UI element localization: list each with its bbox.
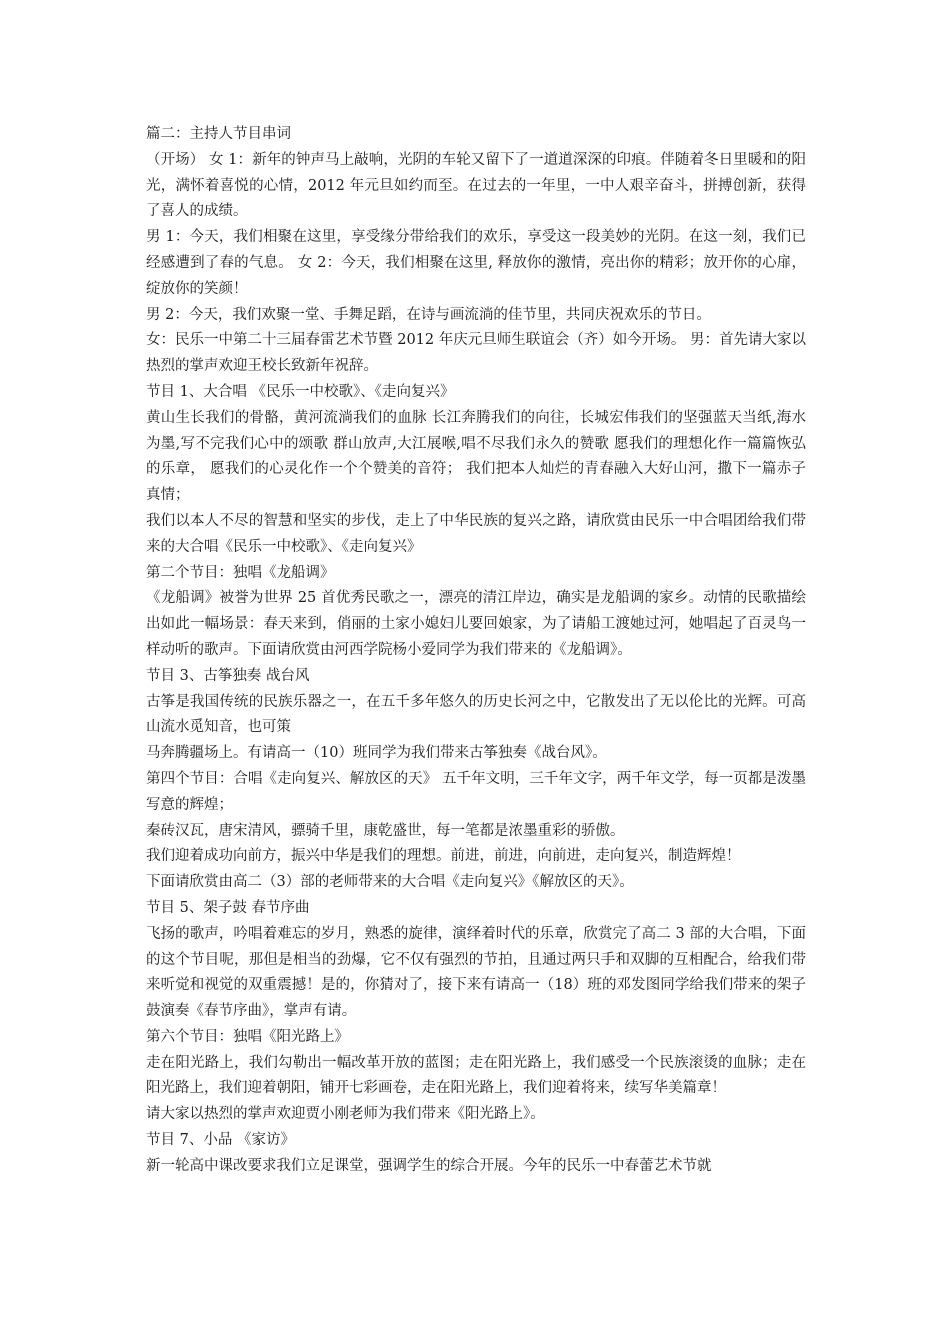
paragraph-female-opening: 女：民乐一中第二十三届春雷艺术节暨 2012 年庆元旦师生联谊会（齐）如今开场。 男：首先请大家以热烈的掌声欢迎王校长致新年祝辞。 [146,332,806,375]
program-heading-5: 节目 5、架子鼓 春节序曲 [146,899,310,916]
paragraph-program-1-invite: 我们以本人不尽的智慧和坚实的步伐，走上了中华民族的复兴之路，请欣赏由民乐一中合唱团给我们带来的大合唱《民乐一中校歌》、《走向复兴》 [146,512,806,555]
paragraph-program-4-a: 秦砖汉瓦，唐宋清风，骠骑千里，康乾盛世，每一笔都是浓墨重彩的骄傲。 [146,822,625,839]
paragraph-opening: （开场） 女 1：新年的钟声马上敲响，光阴的车轮又留下了一道道深深的印痕。伴随着冬日里暖和的阳光，满怀着喜悦的心情，2012 年元旦如约而至。在过去的一年里，一中人艰辛奋斗，拼搏创新，获得了喜人的成绩。 [146,151,806,220]
paragraph-program-1-intro: 黄山生长我们的骨骼，黄河流淌我们的血脉 长江奔腾我们的向往，长城宏伟我们的坚强蓝天当纸,海水为墨,写不完我们心中的颂歌 群山放声,大江展喉,唱不尽我们永久的赞歌 愿我们的理想化作一篇篇恢弘的乐章， 愿我们的心灵化作一个个赞美的音符； 我们把本人灿烂的青春融入大好山河，撒下一篇赤子真情； [146,409,806,504]
program-heading-4: 第四个节目：合唱《走向复兴、解放区的天》 五千年文明，三千年文字，两千年文学，每一页都是泼墨写意的辉煌； [146,770,806,813]
document-page [146,122,806,1180]
paragraph-male-2: 男 2：今天，我们欢聚一堂、手舞足蹈，在诗与画流淌的佳节里，共同庆祝欢乐的节日。 [146,306,711,323]
paragraph-program-6-invite: 请大家以热烈的掌声欢迎贾小刚老师为我们带来《阳光路上》。 [146,1106,545,1123]
paragraph-program-4-invite: 下面请欣赏由高二（3）部的老师带来的大合唱《走向复兴》《解放区的天》。 [146,874,634,891]
program-heading-1: 节目 1、大合唱 《民乐一中校歌》、《走向复兴》 [146,383,455,400]
paragraph-program-3-invite: 马奔腾疆场上。有请高一（10）班同学为我们带来古筝独奏《战台风》。 [146,745,607,762]
paragraph-program-6: 走在阳光路上，我们勾勒出一幅改革开放的蓝图；走在阳光路上，我们感受一个民族滚烫的血脉；走在阳光路上，我们迎着朝阳，铺开七彩画卷，走在阳光路上，我们迎着将来，续写华美篇章！ [146,1054,806,1097]
paragraph-program-4-b: 我们迎着成功向前方，振兴中华是我们的理想。前进，前进，向前进，走向复兴，制造辉煌！ [146,848,741,865]
program-heading-7: 节目 7、小品 《家访》 [146,1132,295,1149]
program-heading-6: 第六个节目：独唱《阳光路上》 [146,1028,349,1045]
paragraph-program-7: 新一轮高中课改要求我们立足课堂，强调学生的综合开展。今年的民乐一中春蕾艺术节就 [146,1157,712,1174]
document-title: 篇二：主持人节目串词 [146,126,291,142]
paragraph-male-1: 男 1：今天，我们相聚在这里，享受缘分带给我们的欢乐，享受这一段美妙的光阴。在这一刻，我们已经感遭到了春的气息。 女 2：今天，我们相聚在这里, 释放你的激情，亮出你的精彩；放开你的心扉，绽放你的笑颜！ [146,229,806,297]
paragraph-program-2: 《龙船调》被誉为世界 25 首优秀民歌之一，漂亮的清江岸边，确实是龙船调的家乡。动情的民歌描绘出如此一幅场景：春天来到，俏丽的土家小媳妇儿要回娘家，为了请船工渡她过河，她唱起了百灵鸟一样动听的歌声。下面请欣赏由河西学院杨小爱同学为我们带来的《龙船调》。 [146,590,806,658]
program-heading-3: 节目 3、古筝独奏 战台风 [146,667,310,684]
paragraph-program-5: 飞扬的歌声，吟唱着难忘的岁月，熟悉的旋律，演绎着时代的乐章，欣赏完了高二 3 部的大合唱，下面的这个节目呢，那但是相当的劲爆，它不仅有强烈的节拍，且通过两只手和双脚的互相配合，给我们带来听觉和视觉的双重震撼！是的，你猜对了，接下来有请高一（18）班的邓发图同学给我们带来的架子鼓演奏《春节序曲》，掌声有请。 [146,925,806,1020]
program-heading-2: 第二个节目：独唱《龙船调》 [146,564,335,581]
paragraph-program-3-intro: 古筝是我国传统的民族乐器之一，在五千多年悠久的历史长河之中，它散发出了无以伦比的光辉。可高山流水觅知音，也可策 [146,693,806,736]
